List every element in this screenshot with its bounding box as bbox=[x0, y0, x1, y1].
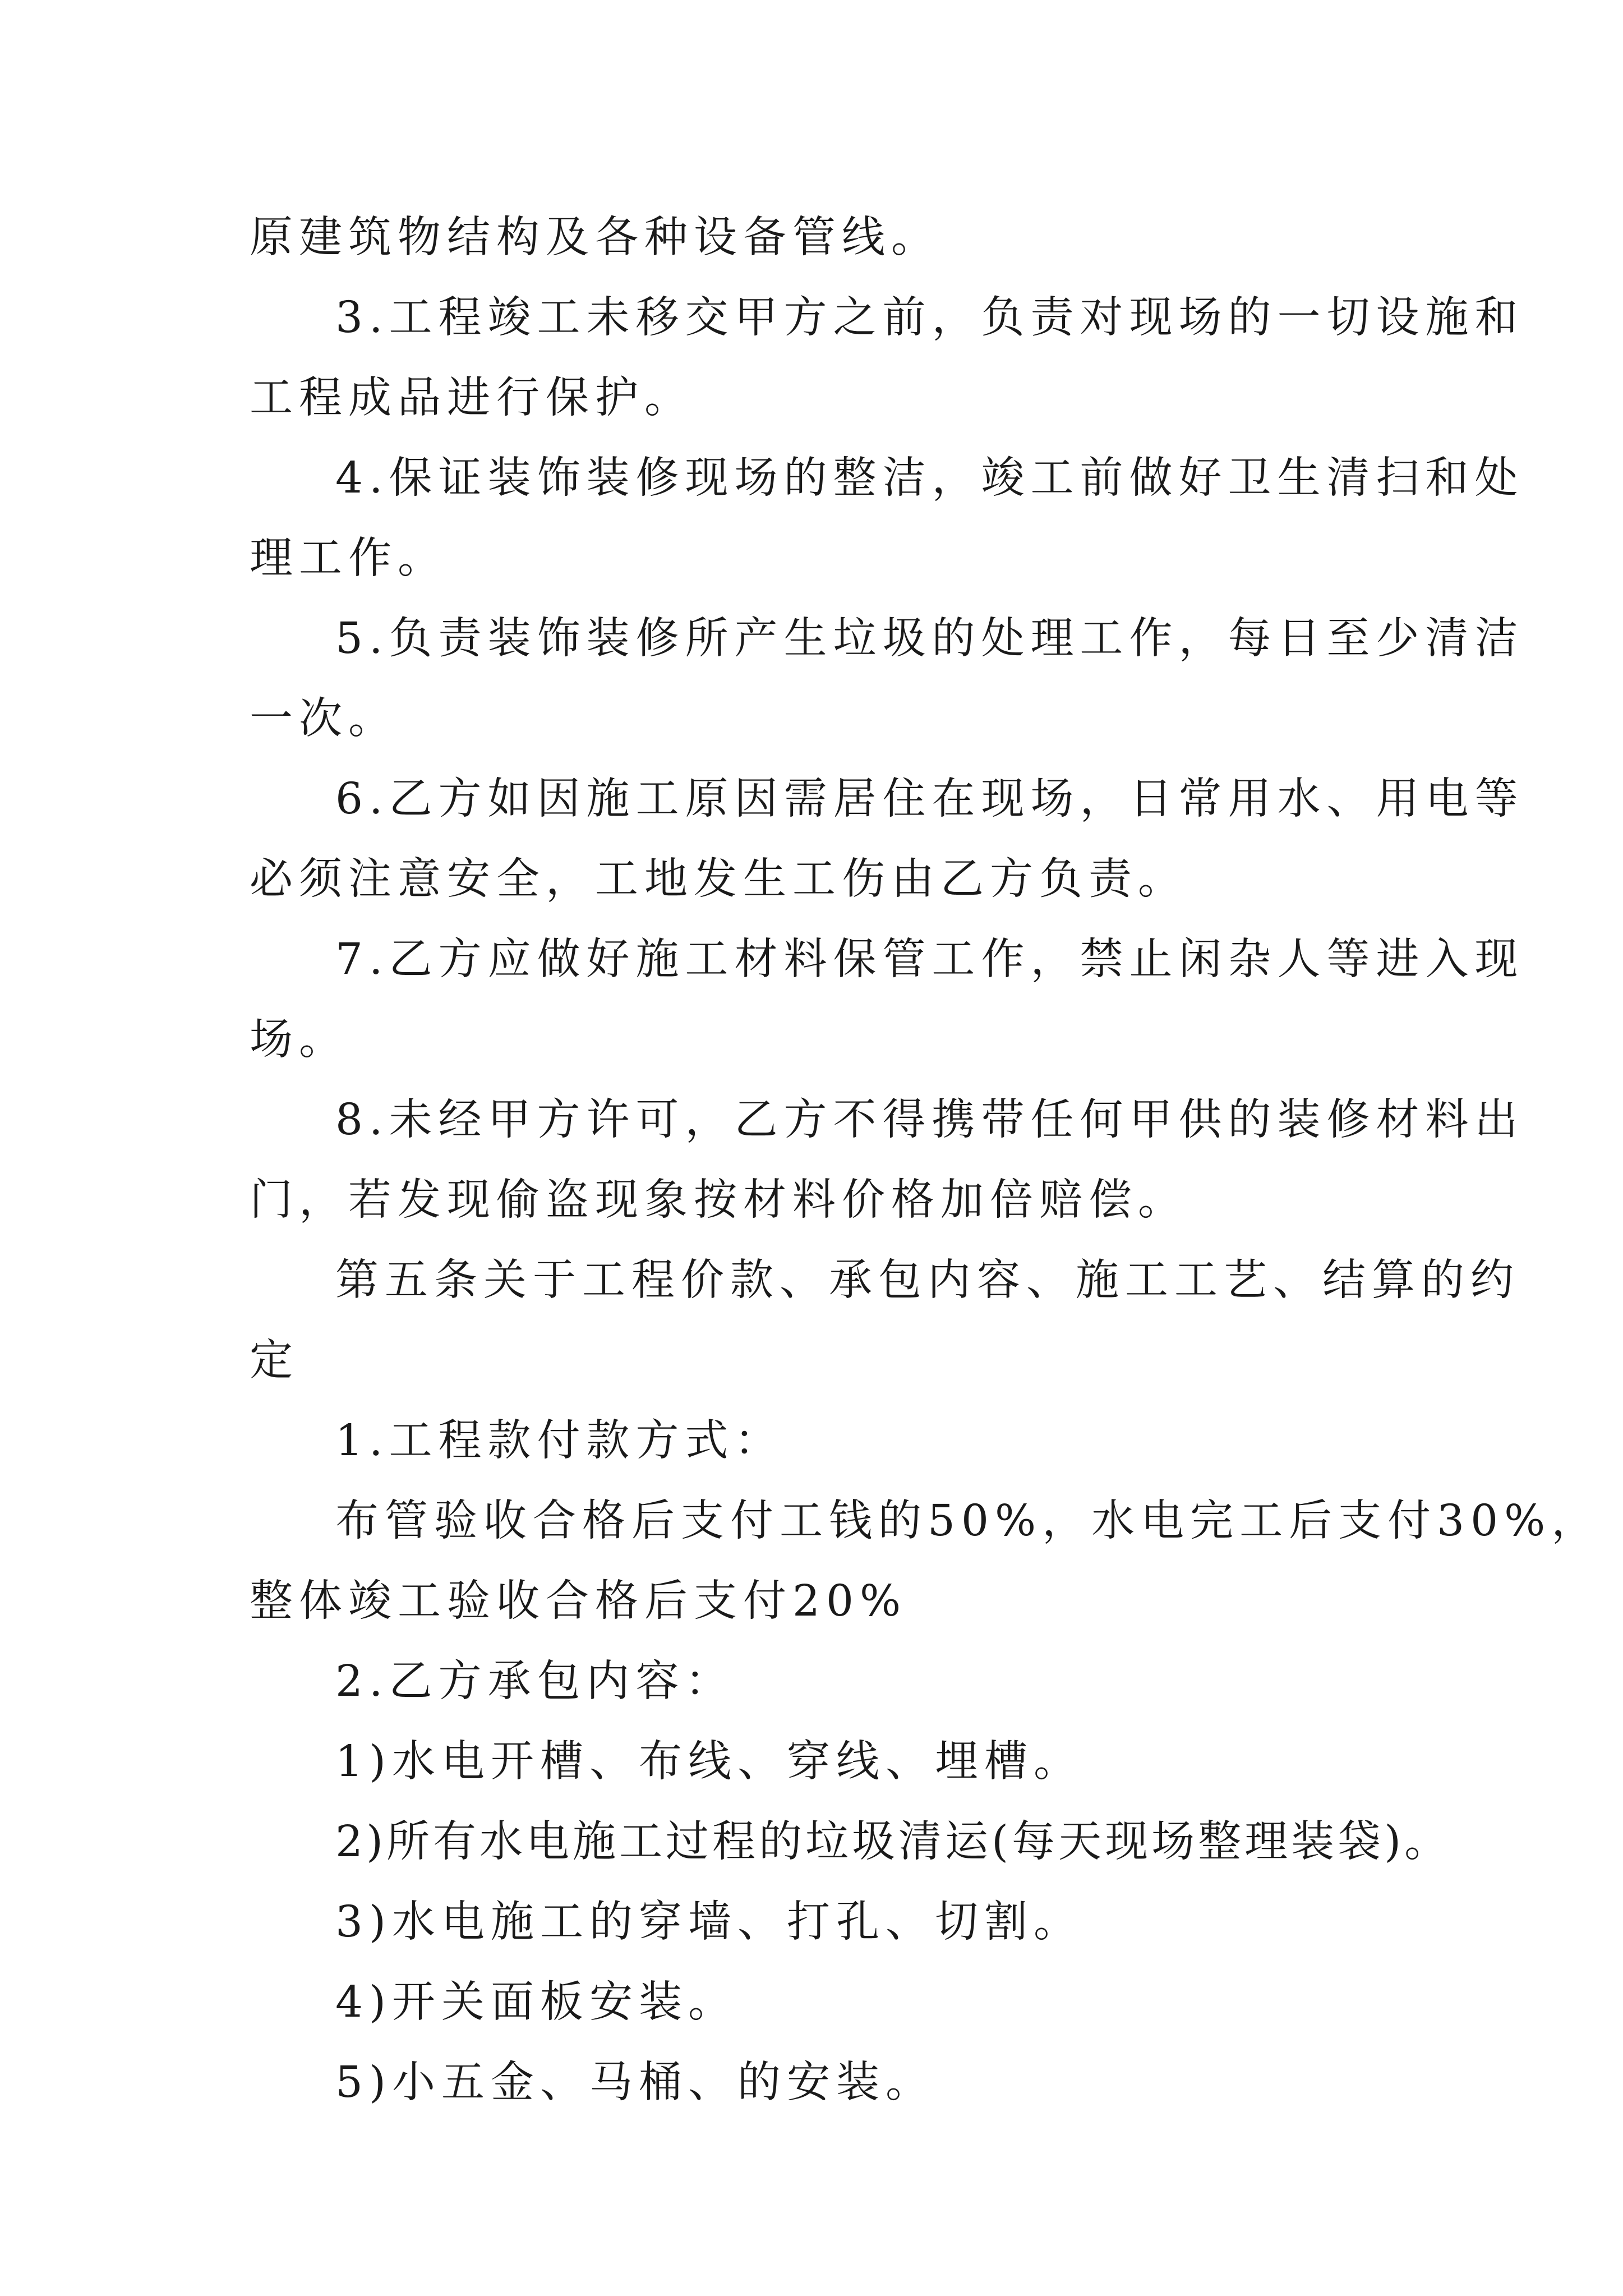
text-line: 必须注意安全，工地发生工伤由乙方负责。 bbox=[250, 854, 1187, 904]
section-heading: 第五条关于工程价款、承包内容、施工工艺、结算的约 bbox=[335, 1255, 1520, 1305]
text-line: 一次。 bbox=[250, 694, 398, 744]
list-item: 2)所有水电施工过程的垃圾清运(每天现场整理装袋)。 bbox=[335, 1817, 1451, 1867]
text-line: 4.保证装饰装修现场的整洁，竣工前做好卫生清扫和处 bbox=[335, 453, 1524, 503]
text-line: 门，若发现偷盗现象按材料价格加倍赔偿。 bbox=[250, 1175, 1187, 1225]
text-line: 定 bbox=[250, 1336, 299, 1386]
text-line: 3.工程竣工未移交甲方之前，负责对现场的一切设施和 bbox=[335, 293, 1524, 343]
list-item: 4)开关面板安装。 bbox=[335, 1977, 738, 2027]
text-line: 理工作。 bbox=[250, 533, 447, 583]
document-body bbox=[250, 197, 1601, 2123]
text-line: 1.工程款付款方式： bbox=[335, 1416, 784, 1466]
text-line: 场。 bbox=[250, 1015, 348, 1065]
text-line: 7.乙方应做好施工材料保管工作，禁止闲杂人等进入现 bbox=[335, 935, 1524, 984]
text-line: 8.未经甲方许可，乙方不得携带任何甲供的装修材料出 bbox=[335, 1095, 1524, 1145]
text-line: 5.负责装饰装修所产生垃圾的处理工作，每日至少清洁 bbox=[335, 614, 1524, 664]
text-line: 原建筑物结构及各种设备管线。 bbox=[250, 213, 940, 263]
list-item: 5)小五金、马桶、的安装。 bbox=[335, 2058, 935, 2108]
text-line: 2.乙方承包内容： bbox=[335, 1657, 735, 1706]
text-line: 工程成品进行保护。 bbox=[250, 373, 694, 423]
text-line: 6.乙方如因施工原因需居住在现场，日常用水、用电等 bbox=[335, 774, 1524, 824]
list-item: 1)水电开槽、布线、穿线、埋槽。 bbox=[335, 1737, 1083, 1787]
text-line: 整体竣工验收合格后支付20% bbox=[250, 1576, 907, 1626]
list-item: 3)水电施工的穿墙、打孔、切割。 bbox=[335, 1897, 1083, 1947]
text-line: 布管验收合格后支付工钱的50%，水电完工后支付30%， bbox=[335, 1496, 1601, 1546]
